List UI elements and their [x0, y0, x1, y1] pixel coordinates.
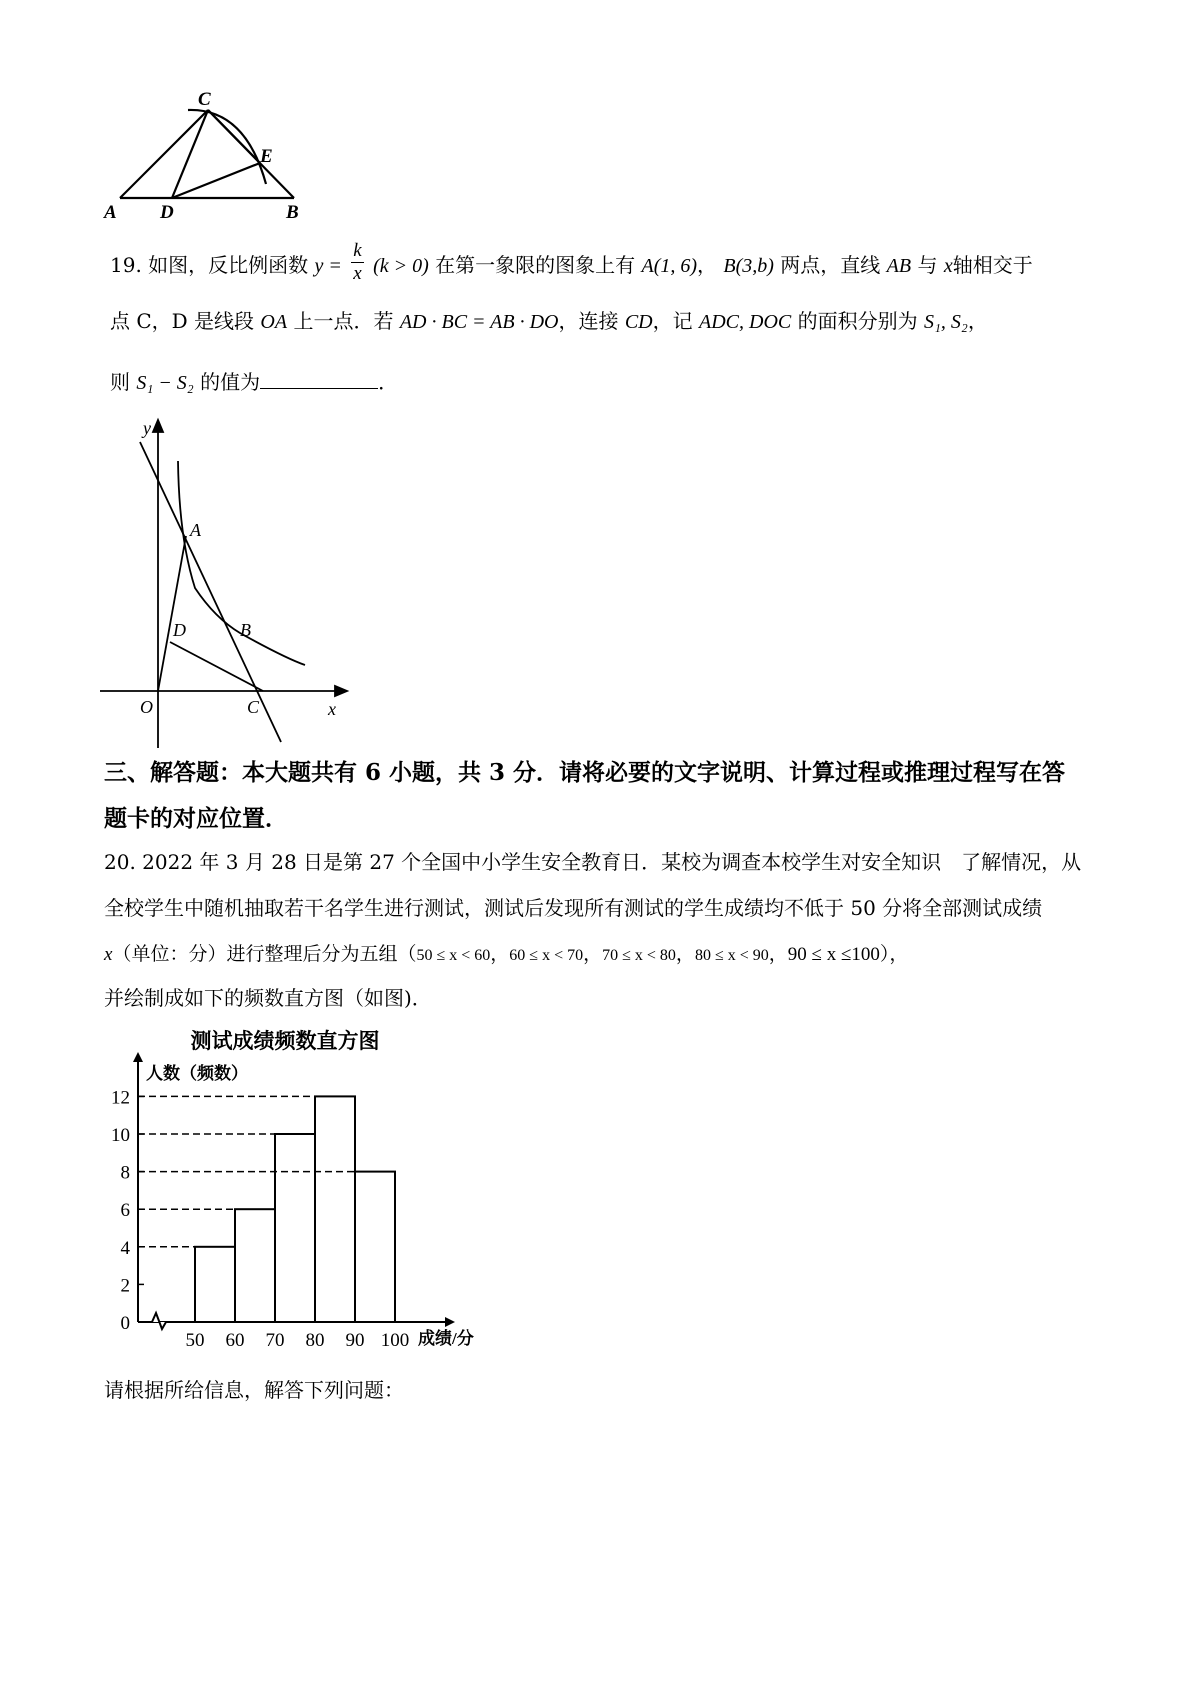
q20-sep-2: ，: [583, 943, 603, 965]
histogram-bar: [235, 1209, 275, 1322]
q19-number: 19.: [110, 253, 142, 277]
q19-point-a: A(1, 6): [641, 255, 698, 277]
q19-fraction: [351, 240, 363, 285]
q19-func-lhs: y =: [314, 255, 342, 277]
q19-text-l: 的值为: [200, 370, 261, 394]
q19-comma: ，: [697, 253, 718, 277]
label-o: O: [140, 697, 153, 717]
segment-oa: [158, 536, 186, 691]
q19-oa: OA: [260, 311, 288, 333]
q20-group-3: 70 ≤ x < 80: [602, 947, 676, 964]
x-tick-label: 80: [305, 1330, 325, 1351]
q19-frac-num: k: [353, 240, 362, 261]
label-a: A: [104, 202, 117, 223]
q19-text-d: 轴相交于: [952, 253, 1033, 277]
q19-text-i: 的面积分别为: [797, 309, 918, 333]
q19-text-g: ，连接: [558, 309, 619, 333]
coordinate-graph-figure: [95, 418, 365, 753]
q20-text-b: ），: [879, 943, 909, 965]
label-d: D: [160, 202, 174, 223]
q19-with: 与: [917, 253, 938, 277]
x-tick-label: 100: [380, 1330, 410, 1351]
y-axis-arrow: [153, 420, 163, 432]
x-axis-arrow: [335, 686, 347, 696]
segment-ce: [208, 110, 260, 163]
segment-ac: [120, 110, 208, 198]
q19-s-diff: S₁ − S₂: [136, 372, 194, 394]
q19-line1: [110, 240, 1033, 289]
q19-x: x: [943, 255, 953, 277]
q19-line3: [110, 366, 398, 398]
q20-line2: 全校学生中随机抽取若干名学生进行测试，测试后发现所有测试的学生成绩均不低于 50 分将全部测试成绩: [104, 896, 1043, 920]
x-tick-label: 50: [185, 1330, 205, 1351]
arc-ce: [188, 110, 266, 184]
label-a: A: [190, 520, 201, 540]
y-tick-label: 6: [120, 1200, 130, 1222]
q19-text-a: 如图，反比例函数: [148, 253, 309, 277]
q19-text-h: ，记: [652, 309, 693, 333]
q19-text-c: 两点，直线: [780, 253, 881, 277]
histogram-bar: [355, 1172, 395, 1322]
q19-s-pair: S₁, S₂: [923, 311, 968, 333]
q19-cd: CD: [624, 311, 653, 333]
q19-text-e: 点 C，D 是线段: [110, 309, 255, 333]
q19-func-cond: (k > 0): [373, 255, 429, 277]
y-tick-label: 10: [111, 1125, 130, 1146]
q19-ab: AB: [886, 255, 912, 277]
q19-triangles: ADC, DOC: [699, 311, 792, 333]
histogram-bar: [195, 1247, 235, 1322]
histogram-bar: [315, 1096, 355, 1322]
q20-sep-3: ，: [675, 943, 695, 965]
label-c: C: [247, 697, 260, 717]
y-tick-label: 4: [120, 1237, 130, 1259]
x-tick-label: 90: [345, 1330, 365, 1351]
label-d: D: [173, 620, 186, 640]
histogram-bar: [275, 1134, 315, 1322]
q20-line3: [104, 939, 908, 971]
label-c: C: [198, 89, 211, 110]
y-tick-label: 2: [120, 1275, 130, 1297]
q19-line2: [110, 306, 988, 337]
y-tick-label: 0: [120, 1313, 130, 1334]
chart-title: 测试成绩频数直方图: [190, 1029, 380, 1053]
triangle-figure: [104, 88, 330, 243]
q20-text-a: （单位：分）进行整理后分为五组（: [112, 943, 417, 965]
q20-line4: 并绘制成如下的频数直方图（如图)．: [104, 986, 432, 1010]
histogram-chart: [100, 1020, 500, 1360]
section3-heading-line1: 三、解答题：本大题共有 6 小题，共 3 分．请将必要的文字说明、计算过程或推理过程写在答: [104, 759, 1066, 786]
label-b: B: [240, 620, 251, 640]
x-tick-label: 60: [225, 1330, 245, 1351]
q19-point-b: B(3,b): [723, 255, 774, 277]
q19-frac-den: x: [353, 263, 362, 284]
q20-group-4: 80 ≤ x < 90: [694, 947, 769, 964]
histogram-layer: [111, 1052, 455, 1351]
label-x: x: [328, 699, 336, 719]
q20-group-1: 50 ≤ x < 60: [416, 947, 491, 964]
label-e: E: [260, 146, 273, 167]
q19-text-b: 在第一象限的图象上有: [435, 253, 636, 277]
x-axis-arrow: [445, 1317, 455, 1327]
q20-sep-4: ，: [768, 943, 788, 965]
line-ab: [140, 442, 281, 742]
q19-condition: AD · BC = AB · DO: [399, 311, 559, 333]
q20-group-2: 60 ≤ x < 70: [509, 947, 584, 964]
y-axis-arrow: [133, 1052, 143, 1062]
q19-text-j: ，: [967, 309, 988, 333]
q20-sep-1: ，: [490, 943, 510, 965]
q20-group-5: 90 ≤ x ≤100: [787, 944, 880, 965]
segment-dc: [170, 642, 263, 691]
chart-ylabel: 人数（频数）: [146, 1064, 248, 1083]
q20-line1: 20. 2022 年 3 月 28 日是第 27 个全国中小学生安全教育日．某校为调查本校学生对安全知识 了解情况，从: [104, 850, 1082, 874]
label-b: B: [286, 202, 299, 223]
chart-xlabel: 成绩/分: [418, 1329, 474, 1348]
q20-instruction: 请根据所给信息，解答下列问题：: [104, 1378, 404, 1402]
q19-text-m: ．: [378, 370, 399, 394]
y-tick-label: 8: [120, 1162, 130, 1184]
x-tick-label: 70: [265, 1330, 285, 1351]
label-y: y: [143, 418, 151, 438]
q19-text-k: 则: [110, 370, 130, 394]
q20-x: x: [104, 944, 113, 965]
section3-heading-line2: 题卡的对应位置．: [104, 805, 288, 832]
q19-text-f: 上一点．若: [293, 309, 394, 333]
y-tick-label: 12: [111, 1087, 130, 1109]
q19-answer-blank[interactable]: [260, 366, 378, 389]
